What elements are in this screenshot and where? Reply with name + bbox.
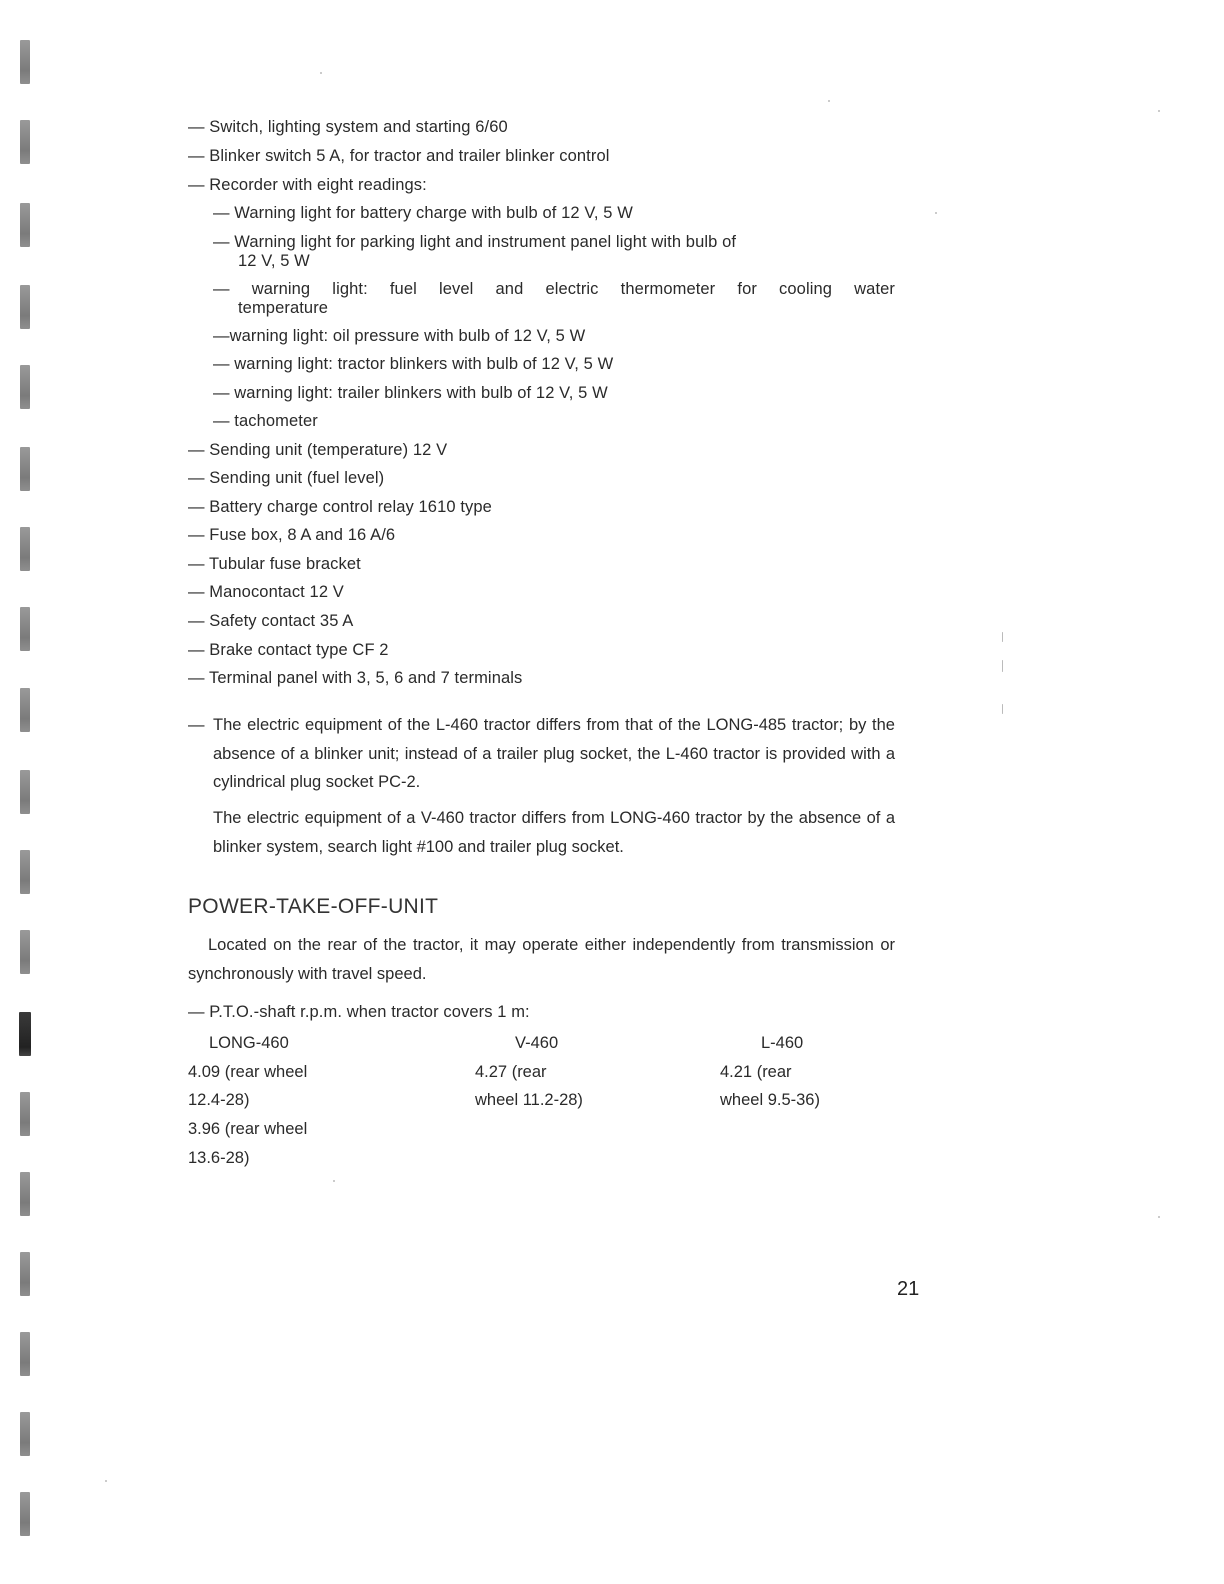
binding-hole [20,447,30,491]
binding-hole [20,688,30,732]
difference-paragraph-v460: The electric equipment of a V-460 tractor differs from LONG-460 tractor by the absence of a blinker system, search light #100 and trailer plug socket. [213,809,895,856]
pto-rpm-label: — P.T.O.-shaft r.p.m. when tractor covers 1 m: [188,1003,530,1021]
binding-hole [20,930,30,974]
binding-hole [20,527,30,571]
table-header-long460: LONG-460 [209,1034,289,1052]
table-header-l460: L-460 [761,1034,804,1052]
equipment-item: — Switch, lighting system and starting 6/60 [188,118,508,136]
binding-hole [20,365,30,409]
pto-intro: Located on the rear of the tractor, it may operate either independently from transmission or synchronously with travel speed. [188,936,895,983]
equipment-item: — Terminal panel with 3, 5, 6 and 7 terminals [188,669,523,687]
table-header-v460: V-460 [515,1034,559,1052]
scan-speck [935,212,937,214]
scan-speck [1002,632,1003,642]
binding-hole [20,850,30,894]
binding-hole [20,40,30,84]
binding-hole [20,1492,30,1536]
scan-speck [1158,110,1160,112]
table-cell: 4.09 (rear wheel [188,1063,308,1081]
equipment-item: — Blinker switch 5 A, for tractor and trailer blinker control [188,147,610,165]
table-cell: 4.21 (rear [720,1063,792,1081]
binding-hole [20,770,30,814]
scan-speck [1002,704,1003,714]
recorder-reading: — tachometer [213,412,318,430]
binding-hole [20,1252,30,1296]
equipment-item: — Fuse box, 8 A and 16 A/6 [188,526,396,544]
table-cell: wheel 11.2-28) [475,1091,583,1109]
equipment-item: — Battery charge control relay 1610 type [188,498,492,516]
binding-hole [19,1012,31,1056]
recorder-reading: — warning light: tractor blinkers with bulb of 12 V, 5 W [213,355,614,373]
scan-speck [333,1180,335,1182]
recorder-reading-cont: 12 V, 5 W [238,252,310,270]
table-cell: 4.27 (rear [475,1063,547,1081]
binding-hole [20,1172,30,1216]
scan-speck [1002,660,1003,672]
binding-hole [20,1332,30,1376]
recorder-reading: — Warning light for battery charge with bulb of 12 V, 5 W [213,204,633,222]
scan-speck [105,1480,107,1482]
table-cell: 12.4-28) [188,1091,250,1109]
binding-hole [20,285,30,329]
table-cell: wheel 9.5-36) [720,1091,820,1109]
table-cell: 13.6-28) [188,1149,250,1167]
scan-speck [828,100,830,102]
equipment-item: — Sending unit (temperature) 12 V [188,441,448,459]
recorder-reading: — warning light: trailer blinkers with bulb of 12 V, 5 W [213,384,608,402]
recorder-reading: — Warning light for parking light and instrument panel light with bulb of [213,233,737,251]
equipment-item: — Recorder with eight readings: [188,176,427,194]
paragraph-dash: — [188,716,205,734]
difference-paragraph-l460: The electric equipment of the L-460 tractor differs from that of the LONG-485 tractor; by the absence of a blinker unit; instead of a trailer plug socket, the L-460 tractor is provided with a cylindrical plug socket PC-2. [213,716,895,791]
binding-hole [20,1412,30,1456]
page-number: 21 [897,1278,920,1300]
equipment-item: — Brake contact type CF 2 [188,641,389,659]
table-cell: 3.96 (rear wheel [188,1120,308,1138]
equipment-item: — Sending unit (fuel level) [188,469,385,487]
equipment-item: — Manocontact 12 V [188,583,344,601]
scan-speck [1158,1216,1160,1218]
binding-holes [16,0,34,1584]
scan-speck [320,72,322,74]
equipment-item: — Tubular fuse bracket [188,555,361,573]
section-heading-pto: POWER-TAKE-OFF-UNIT [188,895,439,918]
recorder-reading: —warning light: oil pressure with bulb of 12 V, 5 W [213,327,586,345]
recorder-reading: — warning light: fuel level and electric thermometer for cooling water [213,280,895,298]
binding-hole [20,607,30,651]
binding-hole [20,120,30,164]
equipment-item: — Safety contact 35 A [188,612,354,630]
binding-hole [20,1092,30,1136]
recorder-reading-cont: temperature [238,299,329,317]
binding-hole [20,203,30,247]
